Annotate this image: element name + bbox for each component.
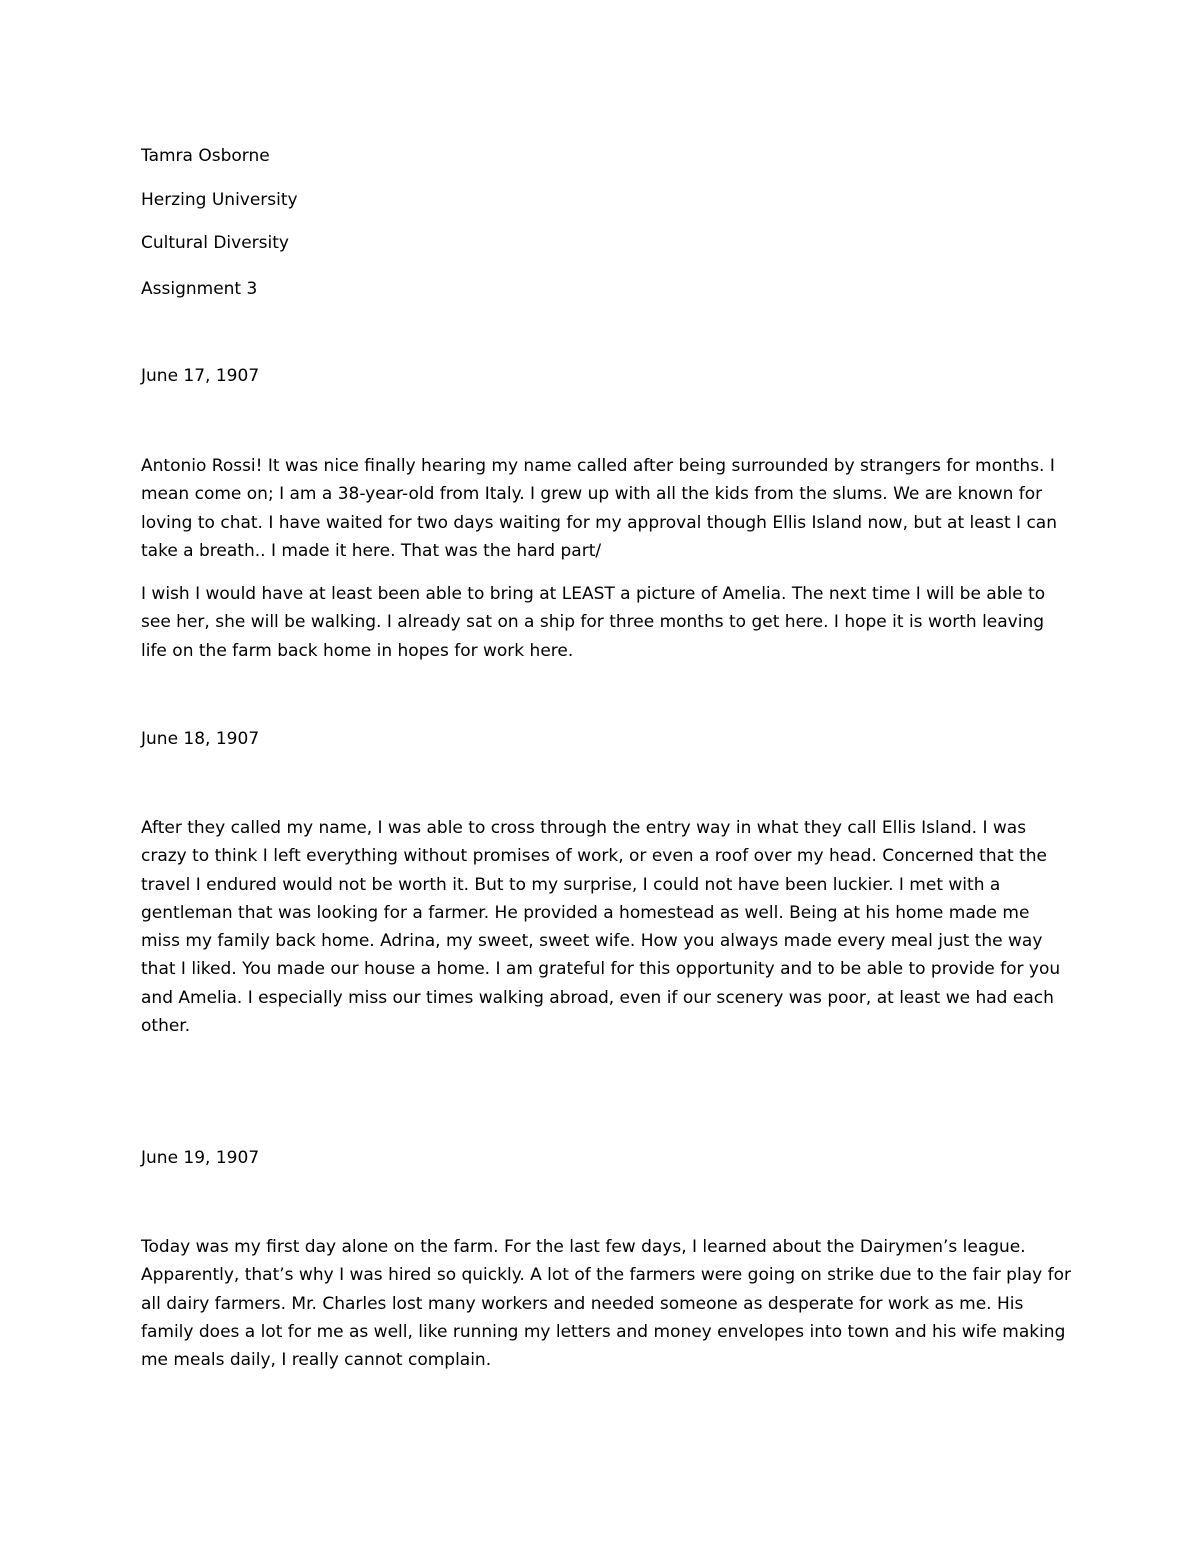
entry-paragraph: Today was my first day alone on the farm. For the last few days, I learned about the Dairymen’s league. Apparently, that’s why I was hired so quickly. A lot of the farmers were going on strike due to the fair play for all dairy farmers. Mr. Charles lost many workers and needed someone as desperate for work as me. His family does a lot for me as well, like running my letters and money envelopes into town and his wife making me meals daily, I really cannot complain. xyxy=(141,1237,1071,1371)
entry-date: June 18, 1907 xyxy=(141,729,260,749)
assignment-title: Assignment 3 xyxy=(141,279,258,299)
entry-date: June 19, 1907 xyxy=(141,1148,260,1168)
entry-paragraph: After they called my name, I was able to cross through the entry way in what they call Ellis Island. I was crazy to think I left everything without promises of work, or even a roof over my head. Concerned that the travel I endured would not be worth it. But to my surprise, I could not have been luckier. I met with a gentleman that was looking for a farmer. He provided a homestead as well. Being at his home made me miss my family back home. Adrina, my sweet, sweet wife. How you always made every meal just the way that I liked. You made our house a home. I am grateful for this opportunity and to be able to provide for you and Amelia. I especially miss our times walking abroad, even if our scenery was poor, at least we had each other. xyxy=(141,818,1061,1037)
author-name: Tamra Osborne xyxy=(141,146,270,166)
entry-paragraph: Antonio Rossi! It was nice finally hearing my name called after being surrounded by strangers for months. I mean come on; I am a 38-year-old from Italy. I grew up with all the kids from the slums. We are known for loving to chat. I have waited for two days waiting for my approval though Ellis Island now, but at least I can take a breath.. I made it here. That was the hard part/ xyxy=(141,456,1057,561)
entry-date: June 17, 1907 xyxy=(141,366,260,386)
institution-name: Herzing University xyxy=(141,190,298,210)
course-name: Cultural Diversity xyxy=(141,233,289,253)
entry-paragraph: I wish I would have at least been able to bring at LEAST a picture of Amelia. The next time I will be able to see her, she will be walking. I already sat on a ship for three months to get here. I hope it is worth leaving life on the farm back home in hopes for work here. xyxy=(141,584,1046,661)
